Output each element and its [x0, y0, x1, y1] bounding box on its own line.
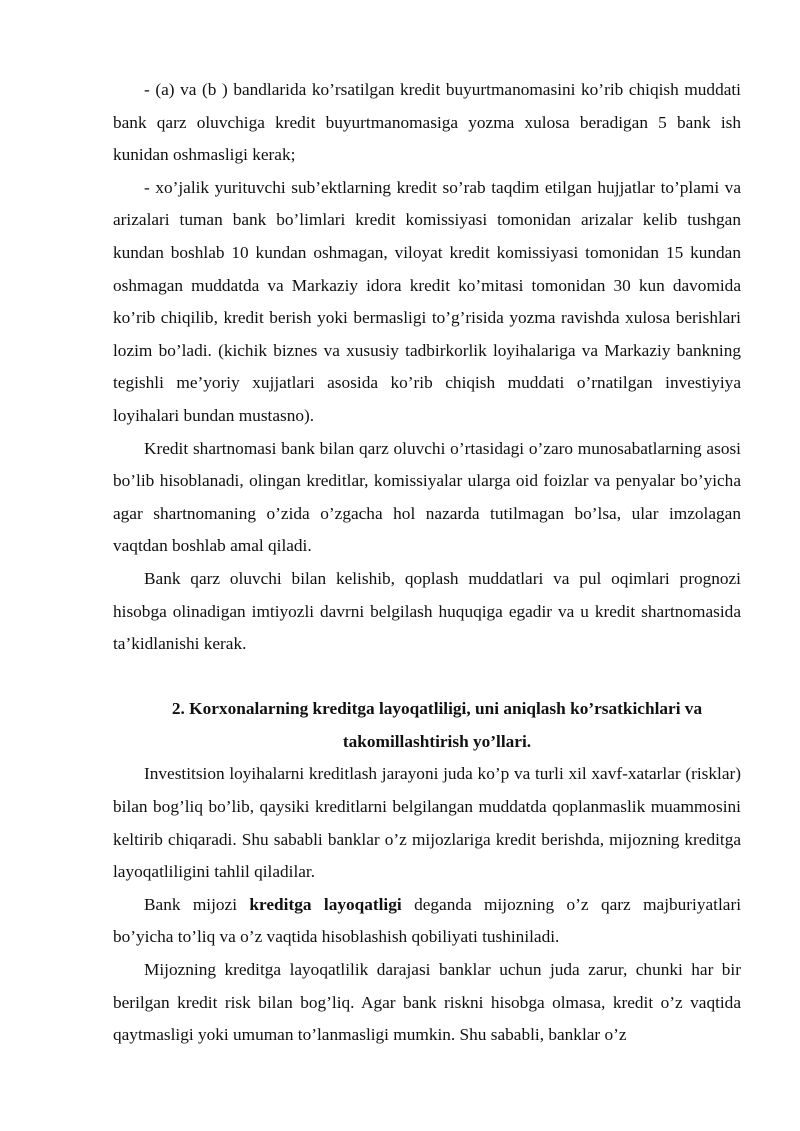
definition-intro: Bank mijozi: [144, 894, 250, 914]
document-page: [113, 74, 741, 1052]
section-heading: [113, 693, 741, 758]
paragraph-creditworthiness-definition: [113, 889, 741, 954]
definition-term: kreditga layoqatligi: [249, 894, 402, 914]
blank-line: [113, 661, 741, 694]
paragraph-review-deadline: - (a) va (b ) bandlarida ko’rsatilgan kredit buyurtmanomasini ko’rib chiqish muddati bank qarz oluvchiga kredit buyurtmanomasiga yozma xulosa beradigan 5 bank ish kunidan oshmasligi kerak;: [113, 80, 741, 165]
section-heading-line2: takomillashtirish yo’llari.: [342, 731, 532, 751]
paragraph-credit-agreement: Kredit shartnomasi bank bilan qarz oluvchi o’rtasidagi o’zaro munosabatlarning asosi bo’lib hisoblanadi, olingan kreditlar, komissiyalar ularga oid foizlar va penyalar bo’yicha agar shartnomaning o’zida o’zgacha hol nazarda tutilmagan bo’lsa, ular imzolagan vaqtdan boshlab amal qiladi.: [113, 438, 741, 556]
paragraph-commission-terms: - xo’jalik yurituvchi sub’ektlarning kredit so’rab taqdim etilgan hujjatlar to’plami va arizalari tuman bank bo’limlari kredit komissiyasi tomonidan arizalar kelib tushgan kundan boshlab 10 kundan oshmagan, viloyat kredit komissiyasi tomonidan 15 kundan oshmagan muddatda va Markaziy idora kredit ko’mitasi tomonidan 30 kun davomida ko’rib chiqilib, kredit berish yoki bermasligi to’g’risida yozma ravishda xulosa berishlari lozim bo’ladi. (kichik biznes va xususiy tadbirkorlik loyihalariga va Markaziy bankning tegishli me’yoriy xujjatlari asosida ko’rib chiqish muddati o’rnatilgan investiyiya loyihalari bundan mustasno).: [113, 177, 741, 425]
paragraph-grace-period: Bank qarz oluvchi bilan kelishib, qoplash muddatlari va pul oqimlari prognozi hisobga olinadigan imtiyozli davrni belgilash huquqiga egadir va u kredit shartnomasida ta’kidlanishi kerak.: [113, 568, 741, 654]
definition-body: deganda mijozning o’z qarz majburiyatlari bo’yicha to’liq va o’z vaqtida hisoblashish qobiliyati tushiniladi.: [113, 894, 741, 947]
paragraph-investment-risks: Investitsion loyihalarni kreditlash jarayoni juda ko’p va turli xil xavf-xatarlar (risklar) bilan bog’liq bo’lib, qaysiki kreditlarni belgilangan muddatda qoplanmaslik muammosini keltirib chiqaradi. Shu sababli banklar o’z mijozlariga kredit berishda, mijozning kreditga layoqatliligini tahlil qiladilar.: [113, 764, 741, 882]
paragraph-creditworthiness-importance: Mijozning kreditga layoqatlilik darajasi banklar uchun juda zarur, chunki har bir berilgan kredit risk bilan bog’liq. Agar bank riskni hisobga olmasa, kredit o’z vaqtida qaytmasligi yoki umuman to’lanmasligi mumkin. Shu sababli, banklar o’z: [113, 960, 741, 1045]
section-heading-line1: 2. Korxonalarning kreditga layoqatliligi, uni aniqlash ko’rsatkichlari va: [171, 699, 703, 719]
